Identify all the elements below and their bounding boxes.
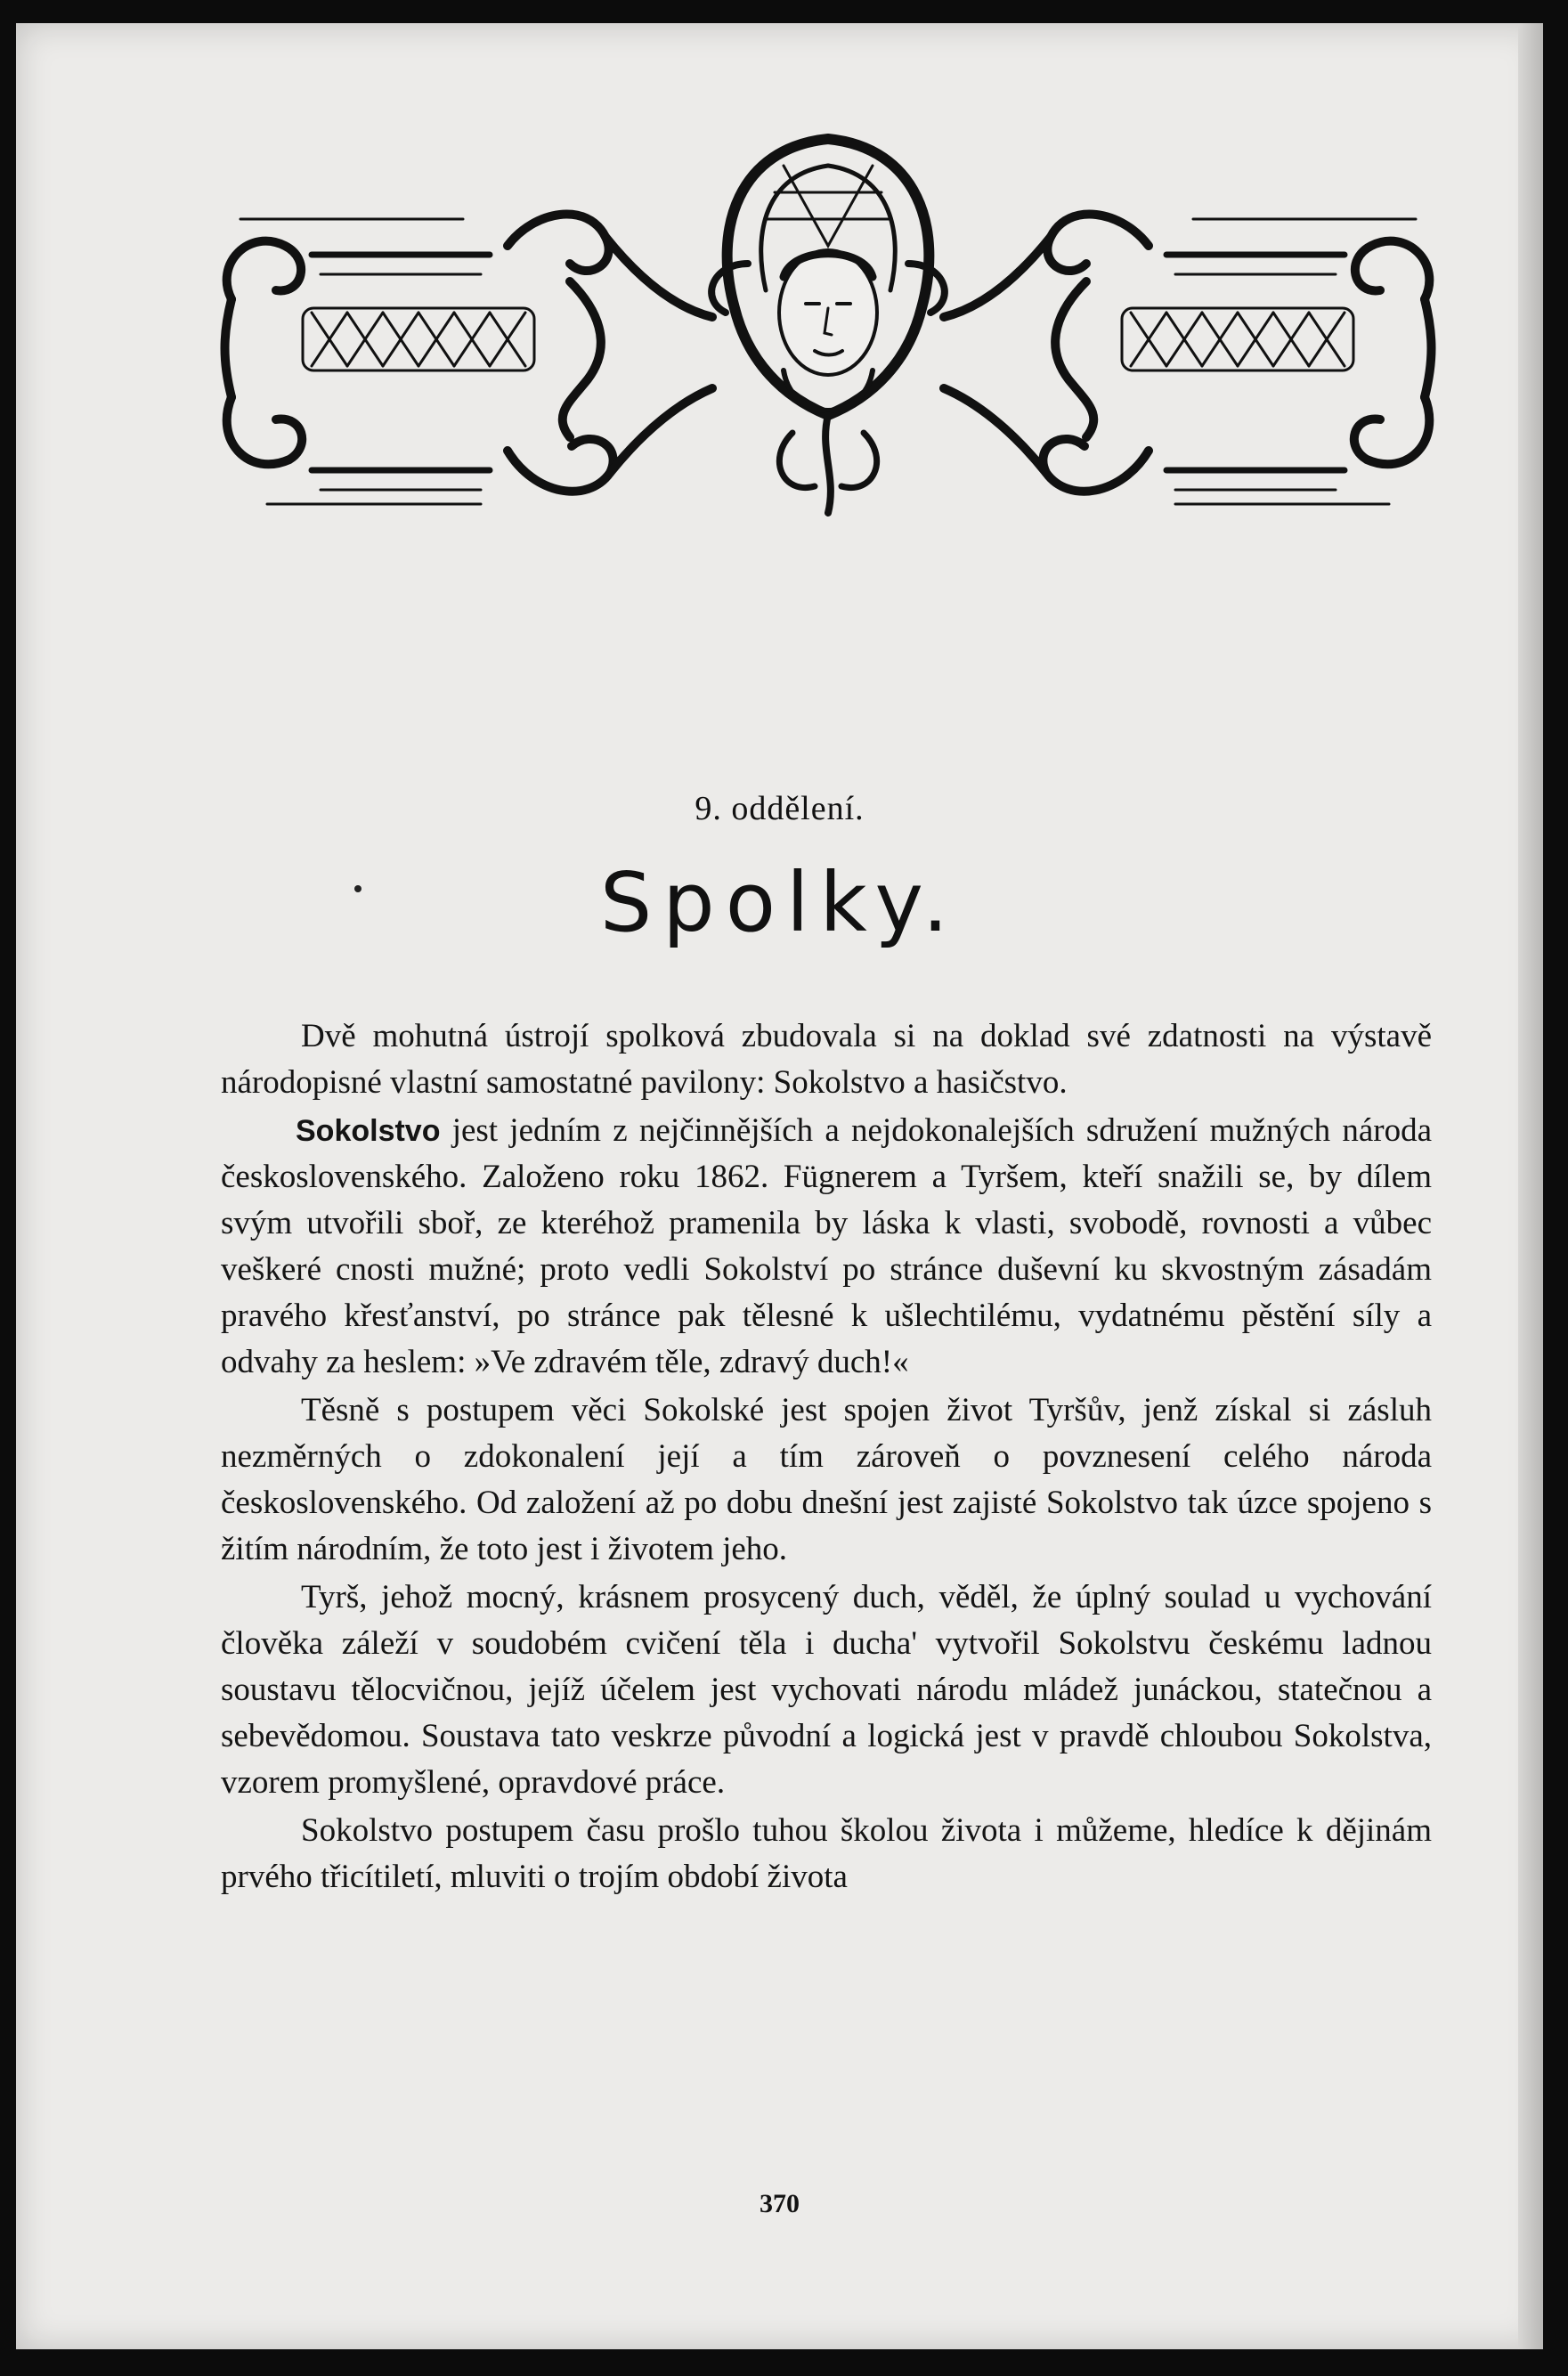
- scanned-page: [16, 23, 1543, 2349]
- right-lattice: [1122, 308, 1353, 370]
- page-number: 370: [760, 2189, 800, 2218]
- paragraph-1: Dvě mohutná ústrojí spolková zbudovala si na doklad své zdatnosti na výstavě národopisné vlastní samostatné pavilony: Sokolstvo a hasičstvo.: [221, 1018, 1432, 1101]
- section-label: 9. oddělení.: [695, 790, 865, 827]
- paragraph-5: Sokolstvo postupem času prošlo tuhou školou života i můžeme, hledíce k dějinám prvého třicítiletí, mluviti o trojím období života: [221, 1812, 1432, 1895]
- paragraph-2-text: jest jedním z nejčinnějších a nejdokonalejších sdružení mužných národa československého. Založeno roku 1862. Fügnerem a Tyršem, kteří snažili se, by dílem svým utvořili sboř, ze kteréhož pramenila by láska k vlasti, svobodě, rovnosti a vůbec veškeré cnosti mužné; proto vedli Sokolství po stránce duševní ku skvostným zásadám pravého křesťanství, po stránce pak tělesné k ušlechtilému, vydatnému pěstění síly a odvahy za heslem: »Ve zdravém těle, zdravý duch!«: [221, 1112, 1432, 1380]
- paragraph-4: Tyrš, jehož mocný, krásnem prosycený duch, věděl, že úplný soulad u vychování člověka záleží v soudobém cvičení těla i ducha' vytvořil Sokolstvu českému ladnou soustavu tělocvičnou, jejíž účelem jest vychovati národu mládež junáckou, statečnou a sebevědomou. Soustava tato veskrze původní a logická jest v pravdě chloubou Sokolstva, vzorem promyšlené, opravdové práce.: [221, 1579, 1432, 1801]
- body-text: [221, 1013, 1432, 1902]
- page-title: Spolky.: [599, 855, 960, 950]
- bold-lead-sokolstvo: Sokolstvo: [296, 1114, 441, 1148]
- paragraph-3: Těsně s postupem věci Sokolské jest spojen život Tyršův, jenž získal si zásluh nezměrných o zdokonalení její a tím zároveň o povznesení celého národa československého. Od založení až po dobu dnešní jest zajisté Sokolstvo tak úzce spojeno s žitím národním, že toto jest i životem jeho.: [221, 1392, 1432, 1567]
- page-edge-shadow: [1518, 23, 1543, 2349]
- paragraph-2: [221, 1108, 1432, 1386]
- central-medallion: [711, 139, 945, 513]
- header-ornament: [214, 130, 1442, 557]
- left-lattice: [303, 308, 534, 370]
